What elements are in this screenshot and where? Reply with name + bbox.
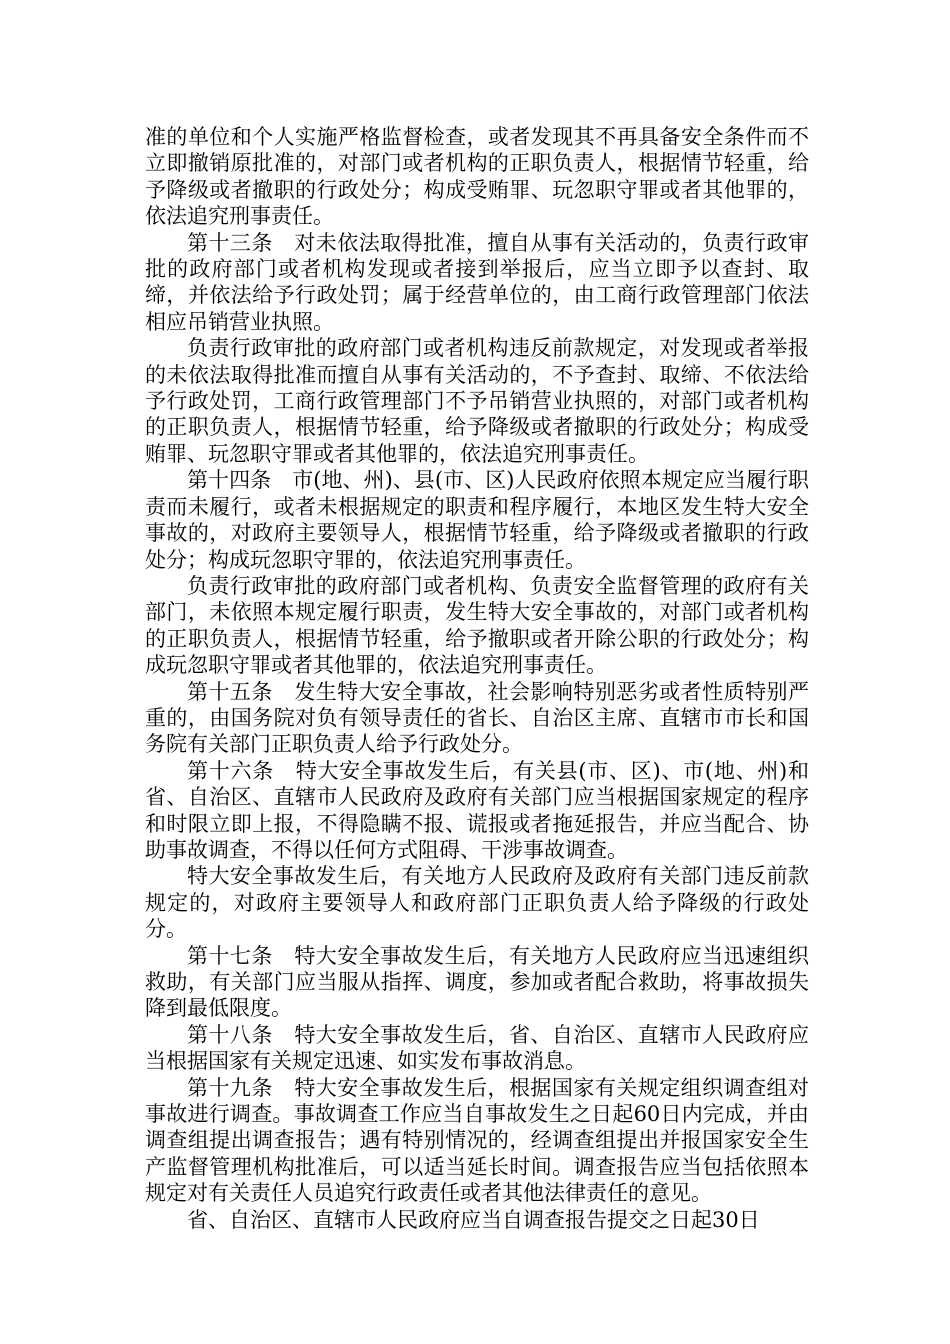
paragraph-continued: 准的单位和个人实施严格监督检查，或者发现其不再具备安全条件而不立即撤销原批准的，对部门或者机构的正职负责人，根据情节轻重，给予降级或者撤职的行政处分；构成受贿罪、玩忽职守罪或者其他罪的，依法追究刑事责任。 [145, 125, 809, 229]
article-13-paragraph: 第十三条 对未依法取得批准，擅自从事有关活动的，负责行政审批的政府部门或者机构发现或者接到举报后，应当立即予以查封、取缔，并依法给予行政处罚；属于经营单位的，由工商行政管理部门依法相应吊销营业执照。 [145, 230, 809, 334]
document-body [145, 124, 809, 1233]
article-14-paragraph: 第十四条 市(地、州)、县(市、区)人民政府依照本规定应当履行职责而未履行，或者未根据规定的职责和程序履行，本地区发生特大安全事故的，对政府主要领导人，根据情节轻重，给予降级或者撤职的行政处分；构成玩忽职守罪的，依法追究刑事责任。 [145, 468, 809, 572]
article-18-paragraph: 第十八条 特大安全事故发生后，省、自治区、直辖市人民政府应当根据国家有关规定迅速、如实发布事故消息。 [145, 1022, 809, 1074]
article-17-paragraph: 第十七条 特大安全事故发生后，有关地方人民政府应当迅速组织救助，有关部门应当服从指挥、调度，参加或者配合救助，将事故损失降到最低限度。 [145, 943, 809, 1021]
article-14-second-paragraph: 负责行政审批的政府部门或者机构、负责安全监督管理的政府有关部门，未依照本规定履行职责，发生特大安全事故的，对部门或者机构的正职负责人，根据情节轻重，给予撤职或者开除公职的行政处分；构成玩忽职守罪或者其他罪的，依法追究刑事责任。 [145, 573, 809, 678]
article-19-second-paragraph: 省、自治区、直辖市人民政府应当自调查报告提交之日起30日 [187, 1207, 760, 1232]
article-16-paragraph: 第十六条 特大安全事故发生后，有关县(市、区)、市(地、州)和省、自治区、直辖市人民政府及政府有关部门应当根据国家规定的程序和时限立即上报，不得隐瞒不报、谎报或者拖延报告，并应当配合、协助事故调查，不得以任何方式阻碍、干涉事故调查。 [145, 758, 809, 862]
article-19-paragraph: 第十九条 特大安全事故发生后，根据国家有关规定组织调查组对事故进行调查。事故调查工作应当自事故发生之日起60日内完成，并由调查组提出调查报告；遇有特别情况的，经调查组提出并报国家安全生产监督管理机构批准后，可以适当延长时间。调查报告应当包括依照本规定对有关责任人员追究行政责任或者其他法律责任的意见。 [145, 1075, 809, 1206]
article-13-second-paragraph: 负责行政审批的政府部门或者机构违反前款规定，对发现或者举报的未依法取得批准而擅自从事有关活动的，不予查封、取缔、不依法给予行政处罚，工商行政管理部门不予吊销营业执照的，对部门或者机构的正职负责人，根据情节轻重，给予降级或者撤职的行政处分；构成受贿罪、玩忽职守罪或者其他罪的，依法追究刑事责任。 [145, 336, 809, 466]
article-16-second-paragraph: 特大安全事故发生后，有关地方人民政府及政府有关部门违反前款规定的，对政府主要领导人和政府部门正职负责人给予降级的行政处分。 [145, 864, 809, 942]
article-15-paragraph: 第十五条 发生特大安全事故，社会影响特别恶劣或者性质特别严重的，由国务院对负有领导责任的省长、自治区主席、直辖市市长和国务院有关部门正职负责人给予行政处分。 [145, 679, 809, 757]
